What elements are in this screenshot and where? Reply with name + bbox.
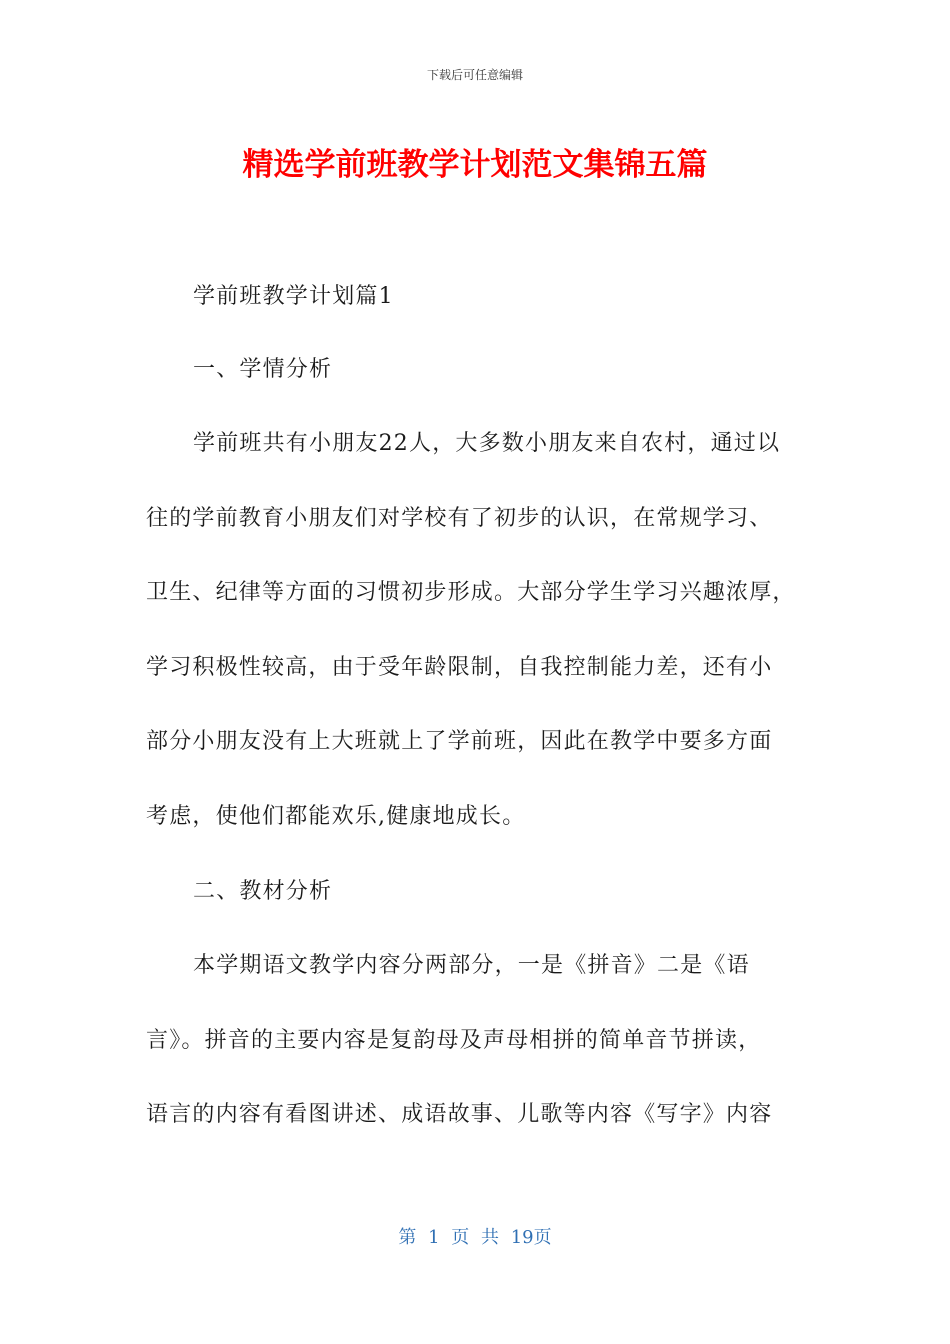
paragraph-line: 语言的内容有看图讲述、成语故事、儿歌等内容《写字》内容 (146, 1102, 773, 1127)
paragraph-line: 往的学前教育小朋友们对学校有了初步的认识，在常规学习、 (146, 506, 773, 531)
subsection-heading: 二、教材分析 (193, 879, 333, 904)
paragraph-line: 言》。拼音的主要内容是复韵母及声母相拼的简单音节拼读， (146, 1028, 762, 1053)
header-note: 下载后可任意编辑 (426, 68, 523, 82)
paragraph-line: 学前班共有小朋友22人，大多数小朋友来自农村，通过以 (193, 431, 781, 456)
paragraph-line: 部分小朋友没有上大班就上了学前班，因此在教学中要多方面 (146, 729, 773, 754)
paragraph-line: 考虑，使他们都能欢乐,健康地成长。 (146, 804, 526, 829)
section-heading: 学前班教学计划篇1 (193, 284, 394, 309)
document-title: 精选学前班教学计划范文集锦五篇 (242, 147, 708, 183)
paragraph-line: 学习积极性较高，由于受年龄限制，自我控制能力差，还有小 (146, 655, 773, 680)
page-number: 第 1 页 共 19页 (398, 1227, 552, 1248)
paragraph-line: 卫生、纪律等方面的习惯初步形成。大部分学生学习兴趣浓厚， (146, 580, 796, 605)
paragraph-line: 本学期语文教学内容分两部分，一是《拼音》二是《语 (193, 953, 750, 978)
subsection-heading: 一、学情分析 (193, 357, 333, 382)
